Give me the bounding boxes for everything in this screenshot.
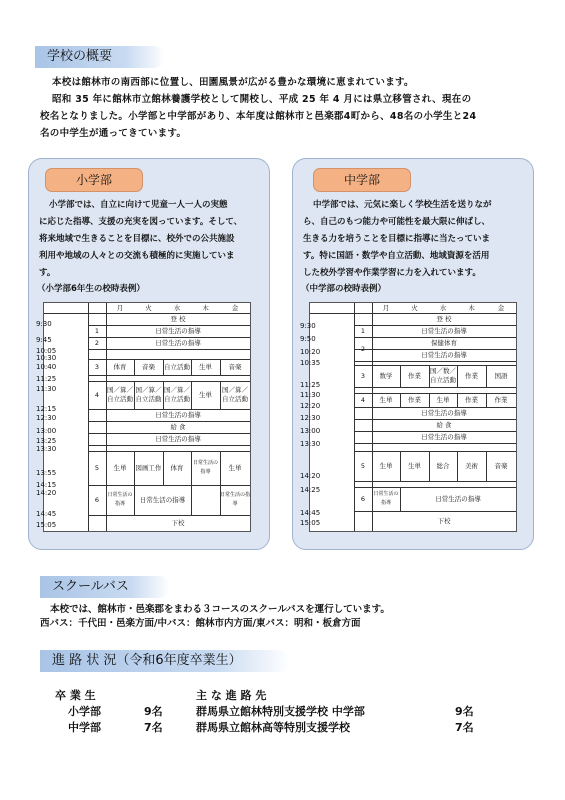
elementary-day-thu: 木 xyxy=(202,303,209,312)
junior-period-4: 4 xyxy=(360,395,366,404)
junior-p6-rest: 日常生活の指導 xyxy=(435,494,481,503)
elementary-p6-mon: 日常生活の指導 xyxy=(107,492,133,507)
elementary-time: 12:30 xyxy=(36,414,57,422)
junior-arrival: 登 校 xyxy=(436,314,452,323)
junior-after-lunch: 日常生活の指導 xyxy=(421,432,467,441)
elementary-period-3: 3 xyxy=(94,362,100,371)
junior-line-5: した校外学習や作業学習に力を入れています。 xyxy=(303,268,481,278)
elementary-arrival: 登 校 xyxy=(170,314,186,323)
elementary-time: 13:25 xyxy=(36,437,57,445)
elementary-time: 13:30 xyxy=(36,445,57,453)
junior-p5-wed: 総合 xyxy=(436,461,450,470)
junior-time: 10:35 xyxy=(300,359,321,367)
junior-time: 11:30 xyxy=(300,391,321,399)
elementary-time: 13:55 xyxy=(36,469,57,477)
junior-p5-fri: 音楽 xyxy=(494,461,508,470)
elementary-p3-mon: 体育 xyxy=(113,362,127,371)
elementary-period-5: 5 xyxy=(94,463,100,472)
career-row-dest-count: 9名 xyxy=(455,705,474,718)
elementary-line-5: す。 xyxy=(39,268,56,278)
junior-p4-fri: 作業 xyxy=(494,395,508,404)
career-row-dest-count: 7名 xyxy=(455,721,474,734)
junior-day-fri: 金 xyxy=(497,303,505,312)
junior-p4-mon: 生単 xyxy=(379,395,393,404)
bus-heading-text: スクールバス xyxy=(52,579,129,594)
elementary-p5-fri: 生単 xyxy=(228,463,242,472)
elementary-day-tue: 火 xyxy=(145,303,152,312)
junior-time: 9:50 xyxy=(300,335,316,343)
junior-time: 14:20 xyxy=(300,472,321,480)
elementary-time: 14:20 xyxy=(36,489,57,497)
junior-time: 10:20 xyxy=(300,348,321,356)
career-heading-text: 進 路 状 況（令和6年度卒業生） xyxy=(52,653,242,668)
junior-line-1: 中学部では、元気に楽しく学校生活を送りなが xyxy=(313,200,492,210)
career-row-dept: 中学部 xyxy=(68,721,101,734)
elementary-period-2: 2 xyxy=(94,338,100,347)
elementary-tt-caption: （小学部6年生の校時表例） xyxy=(37,284,145,294)
elementary-time: 14:15 xyxy=(36,481,57,489)
elementary-period-4: 4 xyxy=(94,390,100,399)
elementary-p5-thu: 日常生活の指導 xyxy=(192,460,218,475)
junior-time: 14:25 xyxy=(300,486,321,494)
elementary-p4-fri: 国／算／自立活動 xyxy=(222,386,248,403)
bus-heading xyxy=(40,576,170,598)
junior-day-mon: 月 xyxy=(382,303,390,312)
overview-p1: 本校は館林市の南西部に位置し、田園風景が広がる豊かな環境に恵まれています。 xyxy=(52,77,414,88)
career-row-dest: 群馬県立館林高等特別支援学校 xyxy=(196,721,350,734)
elementary-time: 9:45 xyxy=(36,336,52,344)
elementary-time: 9:30 xyxy=(36,320,52,328)
elementary-time: 13:00 xyxy=(36,427,57,435)
junior-after4: 日常生活の指導 xyxy=(421,408,467,417)
elementary-p3-thu: 生単 xyxy=(199,362,212,371)
elementary-day-mon: 月 xyxy=(116,303,124,312)
junior-timetable xyxy=(300,302,517,532)
junior-p5-tue: 生単 xyxy=(408,461,421,470)
elementary-p4-wed: 国／算／自立活動 xyxy=(164,386,190,403)
junior-p6-mon: 日常生活の指導 xyxy=(373,491,399,506)
junior-time: 13:00 xyxy=(300,427,321,435)
elementary-p4-tue: 国／算／自立活動 xyxy=(135,386,162,403)
career-col-graduates: 卒 業 生 xyxy=(55,689,96,702)
elementary-p5-tue: 図画工作 xyxy=(135,463,162,472)
elementary-period-1: 1 xyxy=(94,326,100,335)
junior-line-2: ら、自己のもつ能力や可能性を最大限に伸ばし、 xyxy=(303,217,491,227)
junior-period-3: 3 xyxy=(360,371,366,380)
elementary-time: 15:05 xyxy=(36,521,57,529)
junior-p4-thu: 作業 xyxy=(465,395,478,404)
junior-time: 12:30 xyxy=(300,414,321,422)
elementary-p6-fri: 日常生活の指導 xyxy=(220,492,251,507)
junior-health: 保健体育 xyxy=(431,338,457,347)
junior-line-4: す。特に国語・数学や自立活動、地域資源を活用 xyxy=(303,251,490,261)
elementary-time: 14:45 xyxy=(36,510,57,518)
junior-day-thu: 木 xyxy=(468,303,475,312)
career-row-count: 7名 xyxy=(144,721,163,734)
junior-time: 15:05 xyxy=(300,519,321,527)
junior-period-5: 5 xyxy=(360,461,366,470)
elementary-p4-thu: 生単 xyxy=(199,390,212,399)
junior-p3-tue: 作業 xyxy=(408,371,421,380)
junior-period-1: 1 xyxy=(360,326,366,335)
junior-title: 中学部 xyxy=(313,168,411,192)
elementary-after-lunch: 日常生活の指導 xyxy=(155,434,201,443)
overview-p2a: 昭和 35 年に館林市立館林養護学校として開校し、平成 25 年 4 月には県立移管され、現在の xyxy=(52,94,472,105)
elementary-time: 10:40 xyxy=(36,363,57,371)
career-heading xyxy=(40,650,290,672)
elementary-line-2: に応じた指導、支援の充実を図っています。そして、 xyxy=(39,217,243,227)
junior-time: 12:20 xyxy=(300,402,321,410)
career-row-dept: 小学部 xyxy=(68,705,101,718)
junior-time: 13:30 xyxy=(300,440,321,448)
elementary-lunch: 給 食 xyxy=(170,422,186,431)
overview-heading-text: 学校の概要 xyxy=(47,49,113,64)
elementary-timetable xyxy=(36,302,251,532)
junior-p3-wed: 国／数／自立活動 xyxy=(430,367,456,384)
career-row-count: 9名 xyxy=(144,705,163,718)
elementary-time: 11:25 xyxy=(36,375,57,383)
elementary-line-4: 利用や地域の人々との交流も積極的に実施していま xyxy=(39,251,235,261)
junior-p5-thu: 美術 xyxy=(465,461,478,470)
junior-panel xyxy=(292,158,534,550)
elementary-panel xyxy=(28,158,270,550)
overview-heading xyxy=(35,46,165,68)
elementary-p5-wed: 体育 xyxy=(170,463,184,472)
elementary-p1: 日常生活の指導 xyxy=(155,326,201,335)
elementary-p5-mon: 生単 xyxy=(113,463,127,472)
elementary-p4-mon: 国／算／自立活動 xyxy=(107,386,133,403)
elementary-time: 10:30 xyxy=(36,354,57,362)
junior-line-3: 生きる力を培うことを目標に指導に当たっていま xyxy=(303,234,491,244)
elementary-p3-tue: 音楽 xyxy=(142,362,155,371)
overview-p2c: 名の中学生が通ってきています。 xyxy=(40,128,187,139)
overview-p2b: 校名となりました。小学部と中学部があり、本年度は館林市と邑楽郡4町から、48名の小学生と24 xyxy=(40,111,477,122)
bus-line-2: 西バス：千代田・邑楽方面/中バス：館林市内方面/東バス：明和・板倉方面 xyxy=(40,618,361,629)
elementary-title: 小学部 xyxy=(45,168,143,192)
junior-time: 14:45 xyxy=(300,509,321,517)
junior-time: 11:25 xyxy=(300,381,321,389)
junior-period-6: 6 xyxy=(360,494,366,503)
elementary-time: 12:15 xyxy=(36,405,57,413)
junior-period-2: 2 xyxy=(360,344,366,353)
junior-p1: 日常生活の指導 xyxy=(421,326,467,335)
junior-time: 9:30 xyxy=(300,322,316,330)
elementary-time: 11:30 xyxy=(36,385,57,393)
elementary-time: 10:05 xyxy=(36,347,57,355)
junior-p4-wed: 生単 xyxy=(436,395,450,404)
junior-p3-fri: 国語 xyxy=(494,371,508,380)
junior-p3-thu: 作業 xyxy=(465,371,478,380)
elementary-p3-wed: 自立活動 xyxy=(164,362,190,371)
elementary-after4: 日常生活の指導 xyxy=(155,410,201,419)
elementary-day-fri: 金 xyxy=(231,303,239,312)
elementary-dismissal: 下校 xyxy=(171,518,185,527)
elementary-line-3: 将来地域で生きることを目標に、校外での公共施設 xyxy=(39,234,235,244)
junior-dismissal: 下校 xyxy=(437,516,451,525)
junior-lunch: 給 食 xyxy=(436,420,452,429)
junior-tt-caption: （中学部の校時表例） xyxy=(301,284,387,294)
junior-p2: 日常生活の指導 xyxy=(421,350,467,359)
junior-day-tue: 火 xyxy=(411,303,418,312)
junior-p4-tue: 作業 xyxy=(408,395,421,404)
elementary-p6-mid: 日常生活の指導 xyxy=(139,495,186,504)
elementary-p2: 日常生活の指導 xyxy=(155,338,201,347)
junior-p5-mon: 生単 xyxy=(379,461,393,470)
elementary-period-6: 6 xyxy=(94,495,100,504)
career-row-dest: 群馬県立館林特別支援学校 中学部 xyxy=(196,705,365,718)
junior-p3-mon: 数学 xyxy=(379,371,393,380)
junior-day-wed: 水 xyxy=(439,303,447,312)
elementary-p3-fri: 音楽 xyxy=(228,362,242,371)
elementary-day-wed: 水 xyxy=(173,303,181,312)
bus-line-1: 本校では、館林市・邑楽郡をまわる３コースのスクールバスを運行しています。 xyxy=(50,604,390,615)
elementary-line-1: 小学部では、自立に向けて児童一人一人の実態 xyxy=(49,200,228,210)
career-col-destinations: 主 な 進 路 先 xyxy=(196,689,267,702)
